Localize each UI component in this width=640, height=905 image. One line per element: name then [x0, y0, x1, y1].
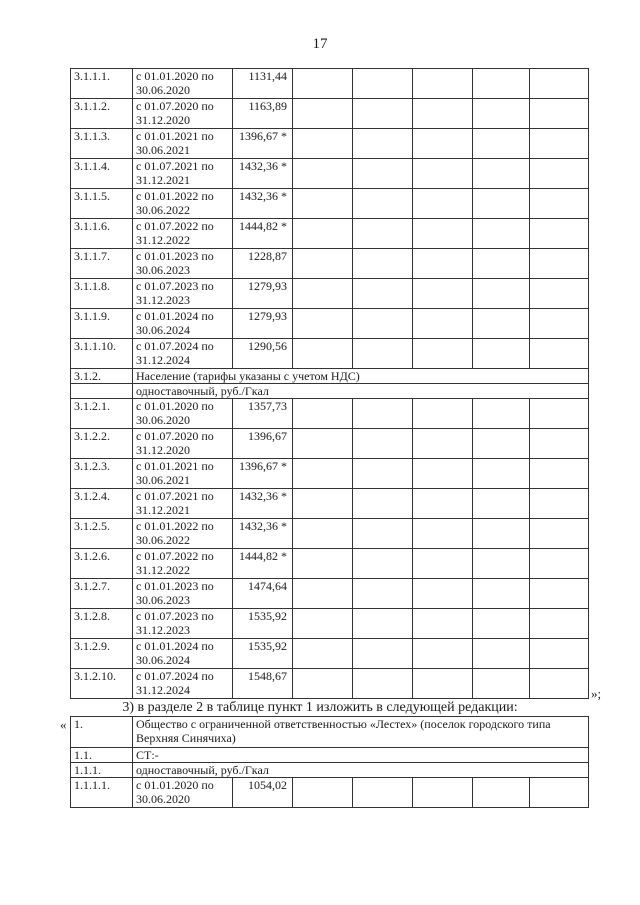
- table-row: [71, 69, 589, 99]
- row-value: 1357,73: [233, 399, 293, 429]
- table-row: [71, 159, 589, 189]
- row-number: 3.1.1.10.: [71, 339, 133, 369]
- period-end: 30.06.2023: [136, 263, 190, 277]
- subheader-label: одноставочный, руб./Гкал: [133, 763, 589, 778]
- empty-cell: [413, 279, 473, 309]
- row-period: [133, 189, 233, 219]
- row-period: [133, 519, 233, 549]
- row-number: 3.1.1.1.: [71, 69, 133, 99]
- table-row: [71, 549, 589, 579]
- empty-cell: [353, 249, 413, 279]
- empty-cell: [353, 99, 413, 129]
- row-period: [133, 339, 233, 369]
- row-period: [133, 69, 233, 99]
- empty-cell: [413, 519, 473, 549]
- period-end: 31.12.2024: [136, 683, 190, 697]
- empty-cell: [473, 309, 530, 339]
- row-value: 1432,36 *: [233, 159, 293, 189]
- empty-cell: [293, 669, 353, 699]
- period-start: с 01.01.2020 по: [136, 399, 214, 413]
- empty-cell: [473, 249, 530, 279]
- empty-cell: [413, 339, 473, 369]
- empty-cell: [293, 609, 353, 639]
- row-number: 1.1.1.1.: [71, 778, 133, 808]
- period-start: с 01.07.2022 по: [136, 549, 214, 563]
- period-end: 30.06.2021: [136, 473, 190, 487]
- empty-cell: [413, 129, 473, 159]
- section-title: Население (тарифы указаны с учетом НДС): [133, 369, 589, 384]
- table-row: [71, 189, 589, 219]
- row-period: [133, 639, 233, 669]
- row-value: 1535,92: [233, 609, 293, 639]
- empty-cell: [353, 189, 413, 219]
- empty-cell: [353, 279, 413, 309]
- section-number: 3.1.2.: [71, 369, 133, 384]
- row-number: 3.1.1.2.: [71, 99, 133, 129]
- table-row: [71, 579, 589, 609]
- row-value: 1474,64: [233, 579, 293, 609]
- period-end: 30.06.2023: [136, 593, 190, 607]
- empty-cell: [413, 159, 473, 189]
- period-end: 31.12.2022: [136, 563, 190, 577]
- section-row: [71, 369, 589, 384]
- empty-cell: [530, 639, 589, 669]
- period-start: с 01.01.2020 по: [136, 778, 214, 792]
- table-row: [71, 429, 589, 459]
- empty-cell: [293, 579, 353, 609]
- row-number: 3.1.2.10.: [71, 669, 133, 699]
- period-start: с 01.01.2023 по: [136, 249, 214, 263]
- empty-cell: [530, 519, 589, 549]
- empty-cell: [293, 279, 353, 309]
- row-number: 3.1.1.9.: [71, 309, 133, 339]
- period-start: с 01.01.2022 по: [136, 519, 214, 533]
- table-row: [71, 639, 589, 669]
- row-period: [133, 579, 233, 609]
- empty-cell: [473, 579, 530, 609]
- row-value: 1131,44: [233, 69, 293, 99]
- period-start: с 01.01.2023 по: [136, 579, 214, 593]
- tariff-table: [70, 68, 589, 699]
- period-start: с 01.07.2023 по: [136, 609, 214, 623]
- empty-cell: [473, 339, 530, 369]
- empty-cell: [473, 129, 530, 159]
- row-period: [133, 309, 233, 339]
- empty-cell: [413, 669, 473, 699]
- empty-cell: [413, 99, 473, 129]
- empty-cell: [413, 549, 473, 579]
- row-number: 3.1.1.8.: [71, 279, 133, 309]
- period-start: с 01.07.2024 по: [136, 669, 214, 683]
- row-number: 3.1.2.1.: [71, 399, 133, 429]
- row-number: 3.1.2.5.: [71, 519, 133, 549]
- row-period: [133, 129, 233, 159]
- empty-cell: [413, 69, 473, 99]
- empty-cell: [473, 399, 530, 429]
- empty-cell: [293, 489, 353, 519]
- table-row: [71, 129, 589, 159]
- table-row: [71, 339, 589, 369]
- empty-cell: [413, 219, 473, 249]
- period-start: с 01.01.2021 по: [136, 459, 214, 473]
- table-row: [71, 249, 589, 279]
- empty-cell: [473, 519, 530, 549]
- opening-quote: «: [60, 717, 67, 732]
- ct-label: СТ:-: [133, 748, 589, 763]
- empty-cell: [530, 339, 589, 369]
- empty-cell: [293, 459, 353, 489]
- empty-cell: [293, 159, 353, 189]
- empty-cell: [530, 778, 589, 808]
- empty-cell: [530, 579, 589, 609]
- amendment-instruction: 3) в разделе 2 в таблице пункт 1 изложить в следующей редакции:: [122, 700, 518, 715]
- table-row: [71, 609, 589, 639]
- empty-cell: [413, 778, 473, 808]
- row-value: 1396,67 *: [233, 459, 293, 489]
- empty-cell: [473, 429, 530, 459]
- period-end: 31.12.2023: [136, 293, 190, 307]
- period-end: 31.12.2021: [136, 173, 190, 187]
- row-number: 3.1.1.3.: [71, 129, 133, 159]
- empty-cell: [413, 459, 473, 489]
- period-end: 31.12.2020: [136, 113, 190, 127]
- empty-cell: [473, 219, 530, 249]
- row-period: [133, 429, 233, 459]
- period-start: с 01.01.2024 по: [136, 309, 214, 323]
- empty-cell: [473, 489, 530, 519]
- row-value: 1228,87: [233, 249, 293, 279]
- table-row: [71, 778, 589, 808]
- empty-cell: [353, 669, 413, 699]
- empty-cell: [473, 99, 530, 129]
- period-start: с 01.01.2024 по: [136, 639, 214, 653]
- empty-cell: [473, 69, 530, 99]
- period-start: с 01.01.2020 по: [136, 69, 214, 83]
- empty-cell: [530, 399, 589, 429]
- period-start: с 01.07.2022 по: [136, 219, 214, 233]
- empty-cell: [353, 489, 413, 519]
- row-period: [133, 99, 233, 129]
- empty-cell: [530, 549, 589, 579]
- subheader-label: одноставочный, руб./Гкал: [133, 384, 589, 399]
- period-end: 30.06.2020: [136, 83, 190, 97]
- empty-cell: [353, 639, 413, 669]
- row-number: 3.1.1.7.: [71, 249, 133, 279]
- row-period: [133, 459, 233, 489]
- period-end: 30.06.2022: [136, 533, 190, 547]
- empty-cell: [293, 129, 353, 159]
- empty-cell: [473, 778, 530, 808]
- period-end: 31.12.2020: [136, 443, 190, 457]
- row-period: [133, 159, 233, 189]
- empty-cell: [293, 219, 353, 249]
- row-number: 3.1.2.9.: [71, 639, 133, 669]
- row-number: 3.1.1.5.: [71, 189, 133, 219]
- period-end: 31.12.2023: [136, 623, 190, 637]
- table-row: [71, 519, 589, 549]
- period-end: 30.06.2022: [136, 203, 190, 217]
- empty-cell: [293, 189, 353, 219]
- row-value: 1432,36 *: [233, 489, 293, 519]
- empty-cell: [293, 399, 353, 429]
- row-period: [133, 249, 233, 279]
- org-number: 1.: [71, 717, 133, 748]
- period-end: 30.06.2024: [136, 323, 190, 337]
- row-period: [133, 549, 233, 579]
- empty-cell: [530, 189, 589, 219]
- row-value: 1163,89: [233, 99, 293, 129]
- empty-cell: [353, 519, 413, 549]
- empty-cell: [353, 69, 413, 99]
- period-start: с 01.01.2022 по: [136, 189, 214, 203]
- empty-cell: [413, 489, 473, 519]
- empty-cell: [530, 159, 589, 189]
- row-period: [133, 219, 233, 249]
- empty-cell: [530, 129, 589, 159]
- empty-cell: [530, 489, 589, 519]
- empty-cell: [293, 309, 353, 339]
- table-row: [71, 669, 589, 699]
- period-end: 30.06.2021: [136, 143, 190, 157]
- empty-cell: [353, 309, 413, 339]
- period-end: 31.12.2021: [136, 503, 190, 517]
- row-value: 1444,82 *: [233, 219, 293, 249]
- row-value: 1432,36 *: [233, 189, 293, 219]
- empty-cell: [530, 69, 589, 99]
- period-start: с 01.07.2021 по: [136, 159, 214, 173]
- empty-cell: [413, 579, 473, 609]
- ct-row: [71, 748, 589, 763]
- row-value: 1432,36 *: [233, 519, 293, 549]
- org-name: Общество с ограниченной ответственностью «Лестех» (поселок городского типа Верхняя Синячиха): [133, 717, 589, 748]
- empty-cell: [353, 579, 413, 609]
- empty-cell: [293, 249, 353, 279]
- row-value: 1396,67 *: [233, 129, 293, 159]
- row-number: 3.1.1.6.: [71, 219, 133, 249]
- empty-cell: [530, 669, 589, 699]
- amended-table: [70, 716, 589, 808]
- empty-cell: [293, 639, 353, 669]
- page-number: 17: [312, 36, 328, 52]
- row-period: [133, 778, 233, 808]
- empty-cell: [530, 219, 589, 249]
- empty-cell: [473, 159, 530, 189]
- org-row: [71, 717, 589, 748]
- empty-cell: [353, 159, 413, 189]
- subheader-number: [71, 384, 133, 399]
- period-start: с 01.07.2020 по: [136, 99, 214, 113]
- table-row: [71, 279, 589, 309]
- empty-cell: [530, 609, 589, 639]
- row-period: [133, 399, 233, 429]
- empty-cell: [413, 639, 473, 669]
- period-end: 30.06.2020: [136, 792, 190, 806]
- subheader-number: 1.1.1.: [71, 763, 133, 778]
- empty-cell: [353, 459, 413, 489]
- empty-cell: [353, 609, 413, 639]
- empty-cell: [293, 519, 353, 549]
- period-start: с 01.07.2023 по: [136, 279, 214, 293]
- empty-cell: [530, 99, 589, 129]
- empty-cell: [530, 279, 589, 309]
- empty-cell: [413, 399, 473, 429]
- empty-cell: [293, 778, 353, 808]
- empty-cell: [530, 249, 589, 279]
- row-value: 1396,67: [233, 429, 293, 459]
- empty-cell: [293, 339, 353, 369]
- row-value: 1535,92: [233, 639, 293, 669]
- empty-cell: [413, 609, 473, 639]
- empty-cell: [473, 549, 530, 579]
- row-period: [133, 279, 233, 309]
- table-row: [71, 489, 589, 519]
- row-number: 3.1.2.8.: [71, 609, 133, 639]
- subheader-row: [71, 763, 589, 778]
- empty-cell: [530, 459, 589, 489]
- period-start: с 01.01.2021 по: [136, 129, 214, 143]
- row-value: 1279,93: [233, 279, 293, 309]
- row-value: 1279,93: [233, 309, 293, 339]
- empty-cell: [293, 549, 353, 579]
- period-start: с 01.07.2020 по: [136, 429, 214, 443]
- period-end: 30.06.2020: [136, 413, 190, 427]
- empty-cell: [413, 249, 473, 279]
- empty-cell: [353, 549, 413, 579]
- table-row: [71, 309, 589, 339]
- row-number: 3.1.2.3.: [71, 459, 133, 489]
- row-period: [133, 609, 233, 639]
- row-number: 3.1.1.4.: [71, 159, 133, 189]
- empty-cell: [473, 669, 530, 699]
- table-row: [71, 219, 589, 249]
- subheader-row: [71, 384, 589, 399]
- empty-cell: [353, 429, 413, 459]
- row-value: 1290,56: [233, 339, 293, 369]
- empty-cell: [353, 399, 413, 429]
- period-end: 31.12.2024: [136, 353, 190, 367]
- row-number: 3.1.2.7.: [71, 579, 133, 609]
- period-end: 30.06.2024: [136, 653, 190, 667]
- row-period: [133, 489, 233, 519]
- row-number: 3.1.2.2.: [71, 429, 133, 459]
- row-value: 1548,67: [233, 669, 293, 699]
- empty-cell: [353, 339, 413, 369]
- row-number: 3.1.2.6.: [71, 549, 133, 579]
- closing-quote: »;: [591, 686, 602, 701]
- empty-cell: [530, 429, 589, 459]
- row-number: 3.1.2.4.: [71, 489, 133, 519]
- empty-cell: [473, 459, 530, 489]
- table-row: [71, 399, 589, 429]
- ct-number: 1.1.: [71, 748, 133, 763]
- period-start: с 01.07.2021 по: [136, 489, 214, 503]
- empty-cell: [413, 189, 473, 219]
- row-period: [133, 669, 233, 699]
- empty-cell: [293, 99, 353, 129]
- row-value: 1054,02: [233, 778, 293, 808]
- empty-cell: [473, 609, 530, 639]
- period-start: с 01.07.2024 по: [136, 339, 214, 353]
- period-end: 31.12.2022: [136, 233, 190, 247]
- empty-cell: [413, 309, 473, 339]
- empty-cell: [473, 639, 530, 669]
- empty-cell: [293, 69, 353, 99]
- empty-cell: [353, 778, 413, 808]
- empty-cell: [413, 429, 473, 459]
- empty-cell: [473, 279, 530, 309]
- table-row: [71, 99, 589, 129]
- empty-cell: [473, 189, 530, 219]
- empty-cell: [530, 309, 589, 339]
- empty-cell: [293, 429, 353, 459]
- empty-cell: [353, 219, 413, 249]
- empty-cell: [353, 129, 413, 159]
- row-value: 1444,82 *: [233, 549, 293, 579]
- table-row: [71, 459, 589, 489]
